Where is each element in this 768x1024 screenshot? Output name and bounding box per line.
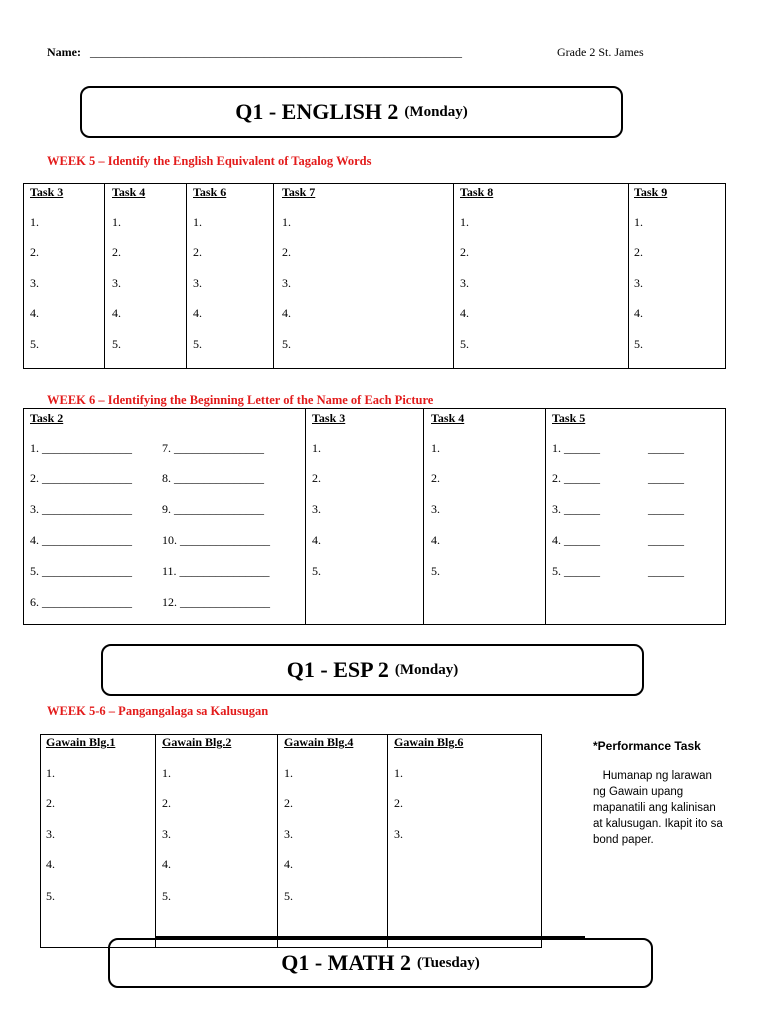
week6-task3-header: Task 3 (312, 411, 346, 425)
answer-item[interactable]: 5. (460, 337, 469, 351)
gawain-answer-item[interactable]: 5. (46, 889, 55, 903)
answer-item[interactable]: 4. (193, 306, 202, 320)
week6-task4-header: Task 4 (431, 411, 465, 425)
task2-answer-line[interactable]: 3. _______________ (30, 502, 132, 516)
week5-task-header: Task 8 (460, 185, 494, 199)
esp-week-heading: WEEK 5-6 – Pangangalaga sa Kalusugan (47, 704, 269, 718)
answer-item[interactable]: 2. (193, 245, 202, 259)
gawain-answer-item[interactable]: 1. (46, 766, 55, 780)
gawain-answer-item[interactable]: 5. (284, 889, 293, 903)
task3-answer-item[interactable]: 3. (312, 502, 321, 516)
esp-title-box (101, 644, 644, 696)
week6-task2-header: Task 2 (30, 411, 64, 425)
answer-item[interactable]: 2. (460, 245, 469, 259)
answer-item[interactable]: 2. (30, 245, 39, 259)
task5-answer-line[interactable]: 2. ______ (552, 471, 600, 485)
task5-answer-line[interactable]: 1. ______ (552, 441, 600, 455)
task2-answer-line[interactable]: 12. _______________ (162, 595, 270, 609)
math-title-box (108, 938, 653, 988)
answer-item[interactable]: 4. (30, 306, 39, 320)
task2-answer-line[interactable]: 2. _______________ (30, 471, 132, 485)
week5-task-header: Task 4 (112, 185, 146, 199)
answer-item[interactable]: 5. (634, 337, 643, 351)
answer-item[interactable]: 3. (30, 276, 39, 290)
gawain-answer-item[interactable]: 2. (46, 796, 55, 810)
gawain-answer-item[interactable]: 3. (284, 827, 293, 841)
name-label: Name: (47, 45, 81, 59)
answer-item[interactable]: 4. (634, 306, 643, 320)
gawain-answer-item[interactable]: 2. (162, 796, 171, 810)
task2-answer-line[interactable]: 6. _______________ (30, 595, 132, 609)
esp-day: (Monday) (394, 661, 459, 678)
answer-item[interactable]: 3. (460, 276, 469, 290)
grade-section: Grade 2 St. James (557, 45, 644, 59)
answer-item[interactable]: 5. (193, 337, 202, 351)
performance-task-text: ng Gawain upang (593, 786, 684, 798)
gawain-header: Gawain Blg.4 (284, 735, 354, 749)
task5-answer-line[interactable]: 5. ______ (552, 564, 600, 578)
week6-heading: WEEK 6 – Identifying the Beginning Letter of the Name of Each Picture (47, 393, 434, 407)
answer-item[interactable]: 2. (282, 245, 291, 259)
answer-item[interactable]: 1. (460, 215, 469, 229)
gawain-answer-item[interactable]: 2. (284, 796, 293, 810)
math-day: (Tuesday) (416, 954, 480, 971)
answer-item[interactable]: 3. (112, 276, 121, 290)
gawain-answer-item[interactable]: 3. (162, 827, 171, 841)
task3-answer-item[interactable]: 5. (312, 564, 321, 578)
gawain-answer-item[interactable]: 4. (284, 857, 293, 871)
task5-answer-line[interactable]: 3. ______ (552, 502, 600, 516)
answer-item[interactable]: 4. (282, 306, 291, 320)
performance-task-text: at kalusugan. Ikapit ito sa (593, 818, 723, 830)
task2-answer-line[interactable]: 5. _______________ (30, 564, 132, 578)
task3-answer-item[interactable]: 2. (312, 471, 321, 485)
gawain-answer-item[interactable]: 4. (162, 857, 171, 871)
answer-item[interactable]: 3. (634, 276, 643, 290)
task2-answer-line[interactable]: 10. _______________ (162, 533, 270, 547)
gawain-header: Gawain Blg.1 (46, 735, 116, 749)
answer-item[interactable]: 1. (30, 215, 39, 229)
gawain-header: Gawain Blg.2 (162, 735, 232, 749)
task2-answer-line[interactable]: 4. _______________ (30, 533, 132, 547)
gawain-answer-item[interactable]: 1. (162, 766, 171, 780)
answer-item[interactable]: 1. (193, 215, 202, 229)
task5-answer-line[interactable]: 4. ______ (552, 533, 600, 547)
answer-item[interactable]: 1. (634, 215, 643, 229)
english-title-box (80, 86, 623, 138)
task5-answer-line[interactable]: ______ (648, 502, 684, 516)
gawain-answer-item[interactable]: 1. (394, 766, 403, 780)
gawain-answer-item[interactable]: 3. (46, 827, 55, 841)
answer-item[interactable]: 3. (282, 276, 291, 290)
week5-task-header: Task 9 (634, 185, 668, 199)
task3-answer-item[interactable]: 1. (312, 441, 321, 455)
gawain-answer-item[interactable]: 1. (284, 766, 293, 780)
answer-item[interactable]: 5. (112, 337, 121, 351)
task2-answer-line[interactable]: 11. _______________ (162, 564, 270, 578)
task2-answer-line[interactable]: 8. _______________ (162, 471, 264, 485)
week5-heading: WEEK 5 – Identify the English Equivalent of Tagalog Words (47, 154, 372, 168)
task5-answer-line[interactable]: ______ (648, 564, 684, 578)
week5-task-header: Task 3 (30, 185, 64, 199)
answer-item[interactable]: 1. (112, 215, 121, 229)
name-blank[interactable]: ______________________________________________________________ (90, 45, 462, 59)
gawain-answer-item[interactable]: 4. (46, 857, 55, 871)
answer-item[interactable]: 4. (460, 306, 469, 320)
performance-task-text: mapanatili ang kalinisan (593, 802, 716, 814)
task3-answer-item[interactable]: 4. (312, 533, 321, 547)
gawain-answer-item[interactable]: 3. (394, 827, 403, 841)
answer-item[interactable]: 3. (193, 276, 202, 290)
task2-answer-line[interactable]: 9. _______________ (162, 502, 264, 516)
answer-item[interactable]: 5. (30, 337, 39, 351)
gawain-header: Gawain Blg.6 (394, 735, 464, 749)
task4-answer-item[interactable]: 2. (431, 471, 440, 485)
math-title: Q1 - MATH 2 (281, 950, 411, 975)
english-day: (Monday) (404, 103, 468, 120)
task5-answer-line[interactable]: ______ (648, 533, 684, 547)
task5-answer-line[interactable]: ______ (648, 441, 684, 455)
performance-task-text: bond paper. (593, 834, 654, 846)
week5-task-header: Task 6 (193, 185, 227, 199)
performance-task-title: *Performance Task (593, 739, 701, 753)
answer-item[interactable]: 5. (282, 337, 291, 351)
gawain-answer-item[interactable]: 5. (162, 889, 171, 903)
task5-answer-line[interactable]: ______ (648, 471, 684, 485)
task4-answer-item[interactable]: 4. (431, 533, 440, 547)
english-title: Q1 - ENGLISH 2 (235, 99, 399, 124)
task4-answer-item[interactable]: 1. (431, 441, 440, 455)
performance-task-text: Humanap ng larawan (593, 770, 712, 782)
week5-table (23, 183, 726, 369)
task4-answer-item[interactable]: 3. (431, 502, 440, 516)
task2-answer-line[interactable]: 1. _______________ (30, 441, 132, 455)
task4-answer-item[interactable]: 5. (431, 564, 440, 578)
week6-task5-header: Task 5 (552, 411, 586, 425)
esp-title: Q1 - ESP 2 (286, 657, 389, 682)
answer-item[interactable]: 1. (282, 215, 291, 229)
week5-task-header: Task 7 (282, 185, 316, 199)
answer-item[interactable]: 2. (112, 245, 121, 259)
answer-item[interactable]: 4. (112, 306, 121, 320)
answer-item[interactable]: 2. (634, 245, 643, 259)
gawain-answer-item[interactable]: 2. (394, 796, 403, 810)
task2-answer-line[interactable]: 7. _______________ (162, 441, 264, 455)
